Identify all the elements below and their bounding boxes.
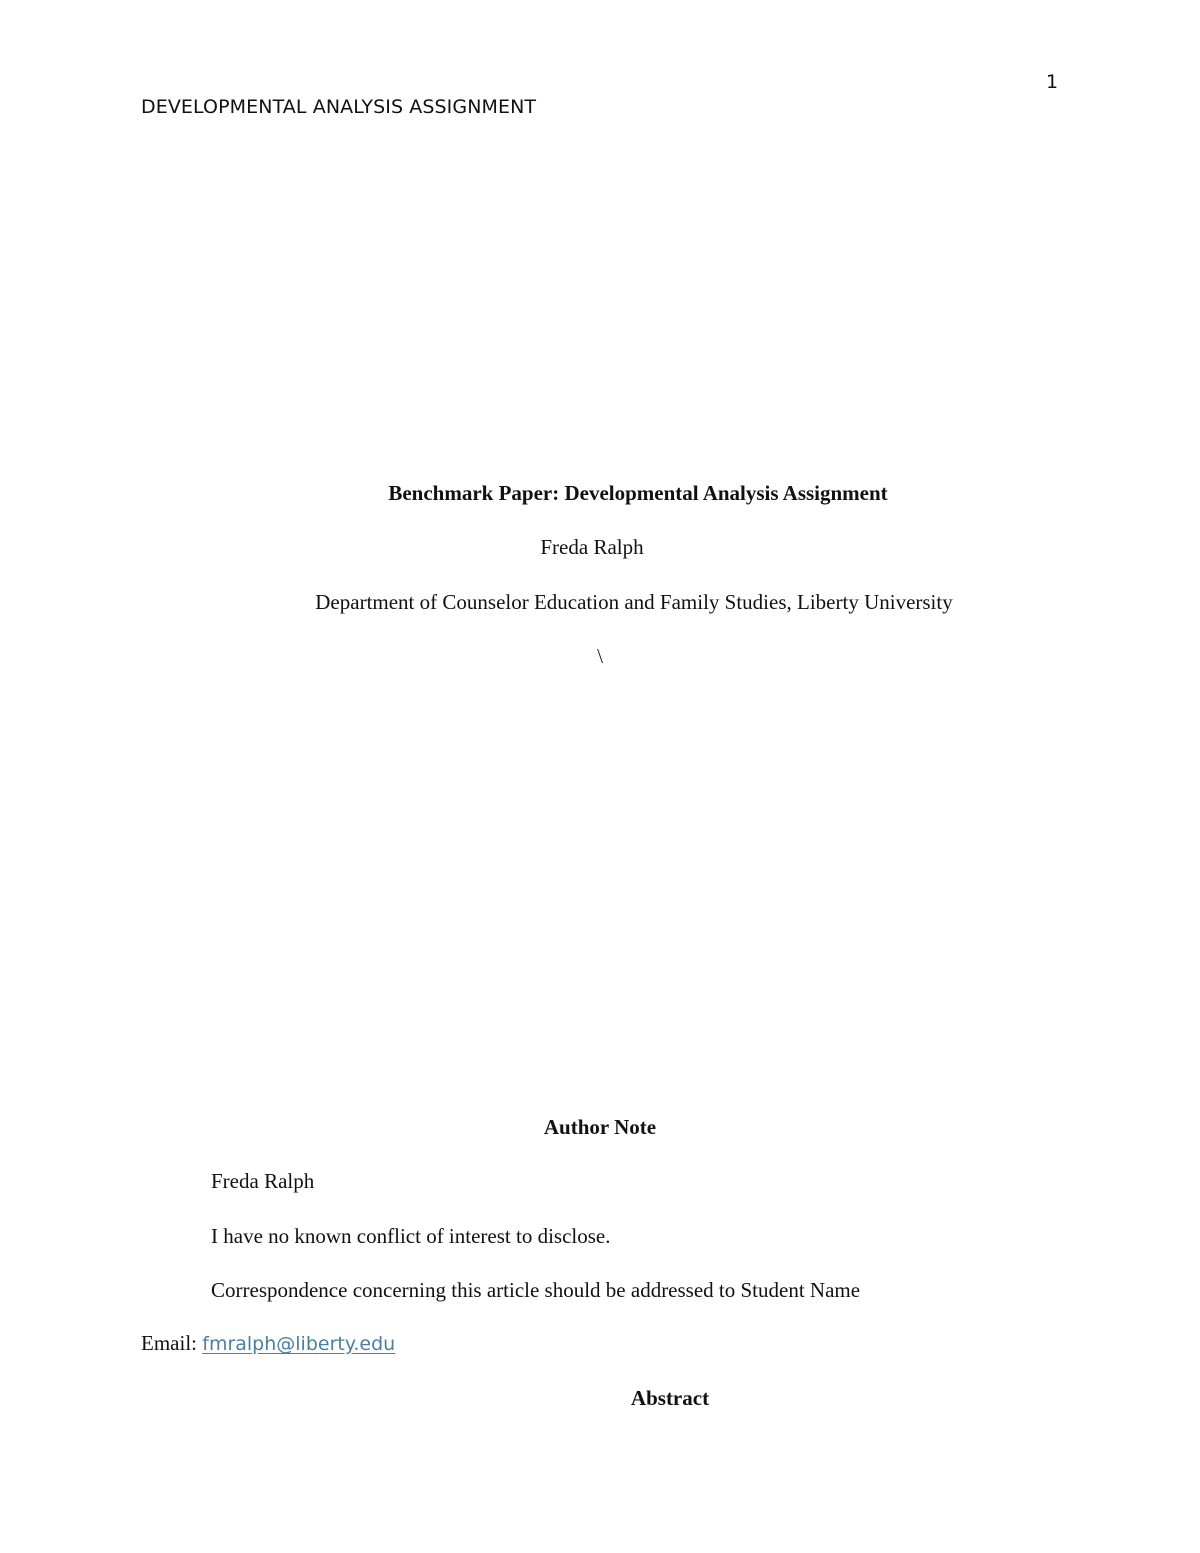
email-link[interactable]: fmralph@liberty.edu bbox=[202, 1333, 396, 1355]
author-note-heading: Author Note bbox=[543, 1115, 657, 1139]
email-line bbox=[141, 1331, 395, 1356]
author-affiliation: Department of Counselor Education and Family Studies, Liberty University bbox=[315, 590, 953, 614]
stray-backslash: \ bbox=[597, 644, 603, 668]
correspondence-statement: Correspondence concerning this article should be addressed to Student Name bbox=[211, 1278, 861, 1302]
author-name: Freda Ralph bbox=[540, 535, 644, 559]
author-note-name: Freda Ralph bbox=[211, 1169, 315, 1193]
paper-title: Benchmark Paper: Developmental Analysis Assignment bbox=[388, 481, 888, 505]
email-label: Email: bbox=[141, 1331, 203, 1355]
conflict-statement: I have no known conflict of interest to disclose. bbox=[211, 1224, 611, 1248]
running-head: DEVELOPMENTAL ANALYSIS ASSIGNMENT bbox=[141, 96, 537, 118]
page-number: 1 bbox=[1046, 71, 1059, 93]
abstract-heading: Abstract bbox=[630, 1386, 710, 1410]
